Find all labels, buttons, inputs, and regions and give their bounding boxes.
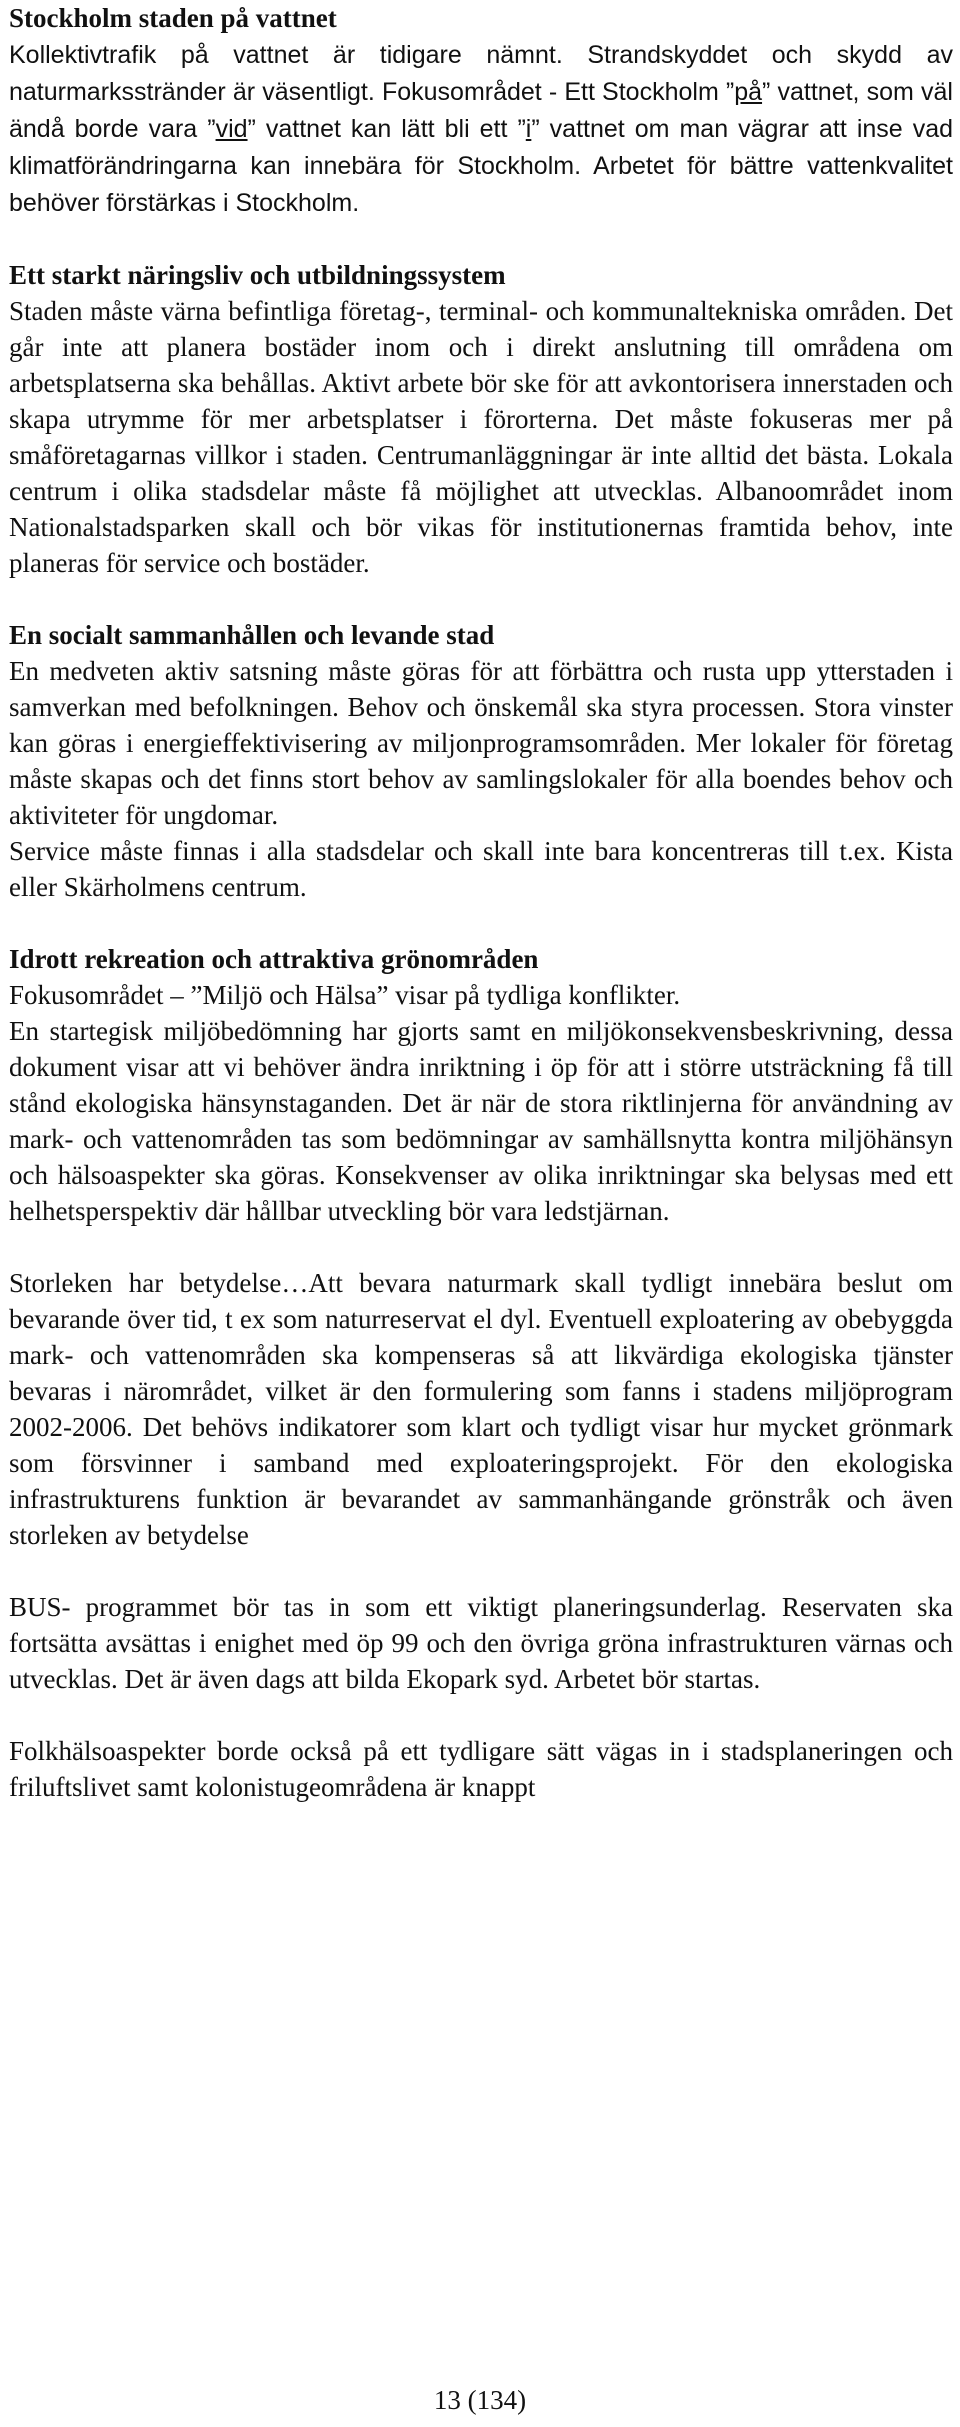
paragraph: Service måste finnas i alla stadsdelar och skall inte bara koncentreras till t.ex. Kista eller Skärholmens centrum.: [9, 836, 953, 902]
section-idrott-rekreation: [9, 941, 953, 1805]
paragraph: BUS- programmet bör tas in som ett viktigt planeringsunderlag. Reservaten ska fortsätta avsättas i enighet med öp 99 och den övriga gröna infrastrukturen värnas och utvecklas. Det är även dags att bilda Ekopark syd. Arbetet bör startas.: [9, 1592, 953, 1694]
underlined-word: i: [525, 115, 532, 143]
spacer: [9, 221, 953, 257]
text-run: ” vattnet kan lätt bli ett ”: [247, 115, 526, 143]
paragraph: En medveten aktiv satsning måste göras för att förbättra och rusta upp ytterstaden i samverkan med befolkningen. Behov och önskemål ska styra processen. Stora vinster kan göras i energieffektivisering av miljonprogramsområden. Mer lokaler för företag måste skapas och det finns stort behov av samlingslokaler för alla boendes behov och aktiviteter för ungdomar.: [9, 656, 953, 830]
page-number: 13 (134): [433, 2385, 527, 2415]
paragraph: Folkhälsoaspekter borde också på ett tydligare sätt vägas in i stadsplaneringen och friluftslivet samt kolonistugeområdena är knappt: [9, 1736, 953, 1802]
paragraph: [9, 36, 953, 221]
text-run: ” vattnet, som väl ändå borde vara ”: [9, 78, 953, 143]
section-heading: Stockholm staden på vattnet: [9, 3, 337, 33]
spacer: [9, 581, 953, 617]
text-run: ” vattnet om man vägrar att inse vad klimatförändringarna kan innebära för Stockholm.: [9, 115, 953, 180]
text-run: Arbetet för bättre vattenkvalitet behöver förstärkas i Stockholm.: [9, 152, 953, 217]
paragraph: Staden måste värna befintliga företag-, terminal- och kommunaltekniska områden. Det går inte att planera bostäder inom och i direkt anslutning till områdena om arbetsplatserna ska behållas. Aktivt arbete bör ske för att avkontorisera innerstaden och skapa utrymme för mer arbetsplatser i förorterna. Det måste fokuseras mer på småföretagarnas villkor i staden. Centrumanläggningar är inte alltid det bästa. Lokala centrum i olika stadsdelar måste få möjlighet att utvecklas. Albanoområdet inom Nationalstadsparken skall och bör vikas för institutionernas framtida behov, inte planeras för service och bostäder.: [9, 296, 953, 578]
spacer: [9, 905, 953, 941]
spacer: [9, 1229, 953, 1265]
section-heading: Ett starkt näringsliv och utbildningssystem: [9, 260, 506, 290]
paragraph: Storleken har betydelse…Att bevara naturmark skall tydligt innebära beslut om bevarande över tid, t ex som naturreservat el dyl. Eventuell exploatering av obebyggda mark- och vattenområden ska kompenseras så att likvärdiga ekologiska tjänster bevaras i närområdet, vilket är den formulering som fanns i stadens miljöprogram 2002-2006. Det behövs indikatorer som klart och tydligt visar hur mycket grönmark som försvinner i samband med exploateringsprojekt. För den ekologiska infrastrukturens funktion är bevarandet av sammanhängande grönstråk och även storleken av betydelse: [9, 1268, 953, 1550]
section-naringsliv: [9, 257, 953, 581]
text-run: Kollektivtrafik på vattnet är tidigare nämnt. Strandskyddet och skydd av naturmarksstränder är väsentligt. Fokusområdet - Ett Stockholm ”: [9, 41, 953, 106]
section-socialt-sammanhallen: [9, 617, 953, 905]
section-heading: Idrott rekreation och attraktiva grönområden: [9, 944, 539, 974]
document-page: [9, 0, 953, 1805]
spacer: [9, 1553, 953, 1589]
spacer: [9, 1697, 953, 1733]
underlined-word: vid: [215, 115, 248, 143]
section-heading: En socialt sammanhållen och levande stad: [9, 620, 495, 650]
underlined-word: på: [734, 78, 763, 106]
section-stockholm-staden-pa-vattnet: [9, 0, 953, 221]
paragraph: Fokusområdet – ”Miljö och Hälsa” visar på tydliga konflikter.: [9, 980, 681, 1010]
paragraph: En startegisk miljöbedömning har gjorts samt en miljökonsekvensbeskrivning, dessa dokument visar att vi behöver ändra inriktning i öp för att i större utsträckning få till stånd ekologiska hänsynstaganden. Det är när de stora riktlinjerna för användning av mark- och vattenområden tas som bedömningar av samhällsnytta kontra miljöhänsyn och hälsoaspekter ska göras. Konsekvenser av olika inriktningar ska belysas med ett helhetsperspektiv där hållbar utveckling bör vara ledstjärnan.: [9, 1016, 953, 1226]
